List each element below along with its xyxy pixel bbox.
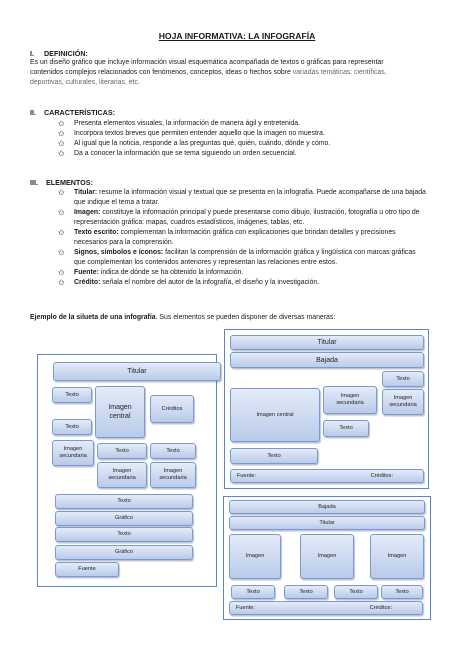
list-item xyxy=(58,268,453,278)
texto-box: Texto xyxy=(52,387,92,403)
imagen-secundaria-box: Imagen secundaria xyxy=(52,440,94,466)
imagen-box: Imagen xyxy=(300,534,354,579)
star-icon: ✩ xyxy=(58,139,65,148)
description: necesarios para la comprensión. xyxy=(74,239,174,246)
star-icon: ✩ xyxy=(58,208,65,217)
star-icon: ✩ xyxy=(58,248,65,257)
description: resume la información visual y textual que se presenta en la infografía. Puede acompañarse de una bajada xyxy=(97,189,426,196)
star-icon: ✩ xyxy=(58,149,65,158)
bajada-box: Bajada xyxy=(230,352,424,368)
star-icon: ✩ xyxy=(58,129,65,138)
term: Imagen: xyxy=(74,209,101,216)
list-item xyxy=(58,149,448,159)
example-caption-bold: Ejemplo de la silueta de una infografía xyxy=(30,314,156,321)
imagen-box: Imagen xyxy=(229,534,281,579)
texto-box: Texto xyxy=(231,585,275,599)
definition-line xyxy=(30,68,450,78)
texto-box: Texto xyxy=(52,419,92,435)
imagen-secundaria-box: Imagen secundaria xyxy=(150,462,196,488)
definition-line: Es un diseño gráfico que incluye información visual esquemática acompañada de textos o gráficas para representar xyxy=(30,59,384,66)
description: que complementan los contenidos anteriores y representan las relaciones entre estos. xyxy=(74,259,338,266)
texto-box: Texto xyxy=(382,371,424,387)
titular-box: Titular xyxy=(229,516,425,530)
imagen-secundaria-box: Imagen secundaria xyxy=(382,389,424,415)
list-item xyxy=(58,278,453,288)
example-caption-text: . Sus elementos se pueden disponer de diversas maneras: xyxy=(155,314,336,321)
description: facilitan la comprensión de la información gráfica y lingüística con marcas gráficas xyxy=(163,249,416,256)
list-item xyxy=(58,228,453,248)
list-item-text: Da a conocer la información que se tema siguiendo un orden secuencial. xyxy=(74,150,297,157)
texto-box: Texto xyxy=(334,585,378,599)
star-icon: ✩ xyxy=(58,119,65,128)
star-icon: ✩ xyxy=(58,268,65,277)
list-item xyxy=(58,119,448,129)
elements-heading: III. ELEMENTOS: xyxy=(30,178,93,187)
description: representación gráfica: mapas, cuadros estadísticos, imágenes, tablas, etc. xyxy=(74,219,305,226)
definition-heading: I. DEFINICIÓN: xyxy=(30,49,88,58)
fuente-label: Fuente: xyxy=(237,472,256,479)
star-icon: ✩ xyxy=(58,228,65,237)
texto-box: Texto xyxy=(381,585,423,599)
description: señala el nombre del autor de la infografía, el diseño y la investigación. xyxy=(100,279,320,286)
imagen-secundaria-box: Imagen secundaria xyxy=(323,386,377,414)
list-item xyxy=(58,188,453,208)
texto-box: Texto xyxy=(230,448,318,464)
imagen-secundaria-box: Imagen secundaria xyxy=(97,462,147,488)
footer-box xyxy=(229,601,423,615)
page-title: HOJA INFORMATIVA: LA INFOGRAFÍA xyxy=(158,31,316,41)
fuente-box: Fuente xyxy=(55,562,119,577)
imagen-box: Imagen xyxy=(370,534,424,579)
definition-line: deportivas, culturales, literarias, etc. xyxy=(30,79,140,86)
term: Crédito: xyxy=(74,279,101,286)
grafico-box: Gráfico xyxy=(55,545,193,560)
list-item xyxy=(58,208,453,228)
list-item xyxy=(58,248,453,268)
definition-text xyxy=(30,58,450,88)
term: Fuente: xyxy=(74,269,99,276)
list-item-text: Presenta elementos visuales, la información de manera ágil y entretenida. xyxy=(74,120,300,127)
term: Titular: xyxy=(74,189,98,196)
description: constituye la información principal y puede presentarse como dibujo, ilustración, fotografía u otro tipo de xyxy=(100,209,420,216)
footer-box xyxy=(230,469,424,483)
description: indica de dónde se ha obtenido la información. xyxy=(98,269,244,276)
bajada-box: Bajada xyxy=(229,500,425,514)
list-item-text: Incorpora textos breves que permiten entender aquello que la imagen no muestra. xyxy=(74,130,325,137)
star-icon: ✩ xyxy=(58,188,65,197)
description: complementan la información gráfica con explicaciones que brindan detalles y precisiones xyxy=(118,229,396,236)
creditos-label: Créditos: xyxy=(369,604,392,611)
imagen-central-box: Imagen central xyxy=(230,388,320,442)
texto-box: Texto xyxy=(55,494,193,509)
texto-box: Texto xyxy=(150,443,196,459)
texto-box: Texto xyxy=(97,443,147,459)
definition-text-part: variadas temáticas: científicas, xyxy=(292,69,387,76)
list-item xyxy=(58,139,448,149)
imagen-central-box: Imagen central xyxy=(95,386,145,438)
term: Texto escrito: xyxy=(74,229,119,236)
star-icon: ✩ xyxy=(58,278,65,287)
fuente-label: Fuente: xyxy=(236,604,255,611)
description: que indique el tema a tratar. xyxy=(74,199,160,206)
creditos-box: Créditos xyxy=(150,395,194,423)
grafico-box: Gráfico xyxy=(55,511,193,526)
example-caption xyxy=(30,313,450,323)
titular-box: Titular xyxy=(53,362,221,381)
texto-box: Texto xyxy=(55,527,193,542)
characteristics-list xyxy=(58,119,448,159)
titular-box: Titular xyxy=(230,335,424,350)
list-item xyxy=(58,129,448,139)
term: Signos, símbolos e íconos: xyxy=(74,249,164,256)
texto-box: Texto xyxy=(284,585,328,599)
characteristics-heading: II. CARACTERÍSTICAS: xyxy=(30,108,116,117)
definition-text-part: contenidos complejos relacionados con fenómenos, conceptos, ideas o hechos sobre xyxy=(30,69,293,76)
list-item-text: Al igual que la noticia, responde a las preguntas qué, quién, cuándo, dónde y cómo. xyxy=(74,140,331,147)
elements-list xyxy=(58,188,453,288)
creditos-label: Créditos: xyxy=(370,472,393,479)
texto-box: Texto xyxy=(323,420,369,437)
